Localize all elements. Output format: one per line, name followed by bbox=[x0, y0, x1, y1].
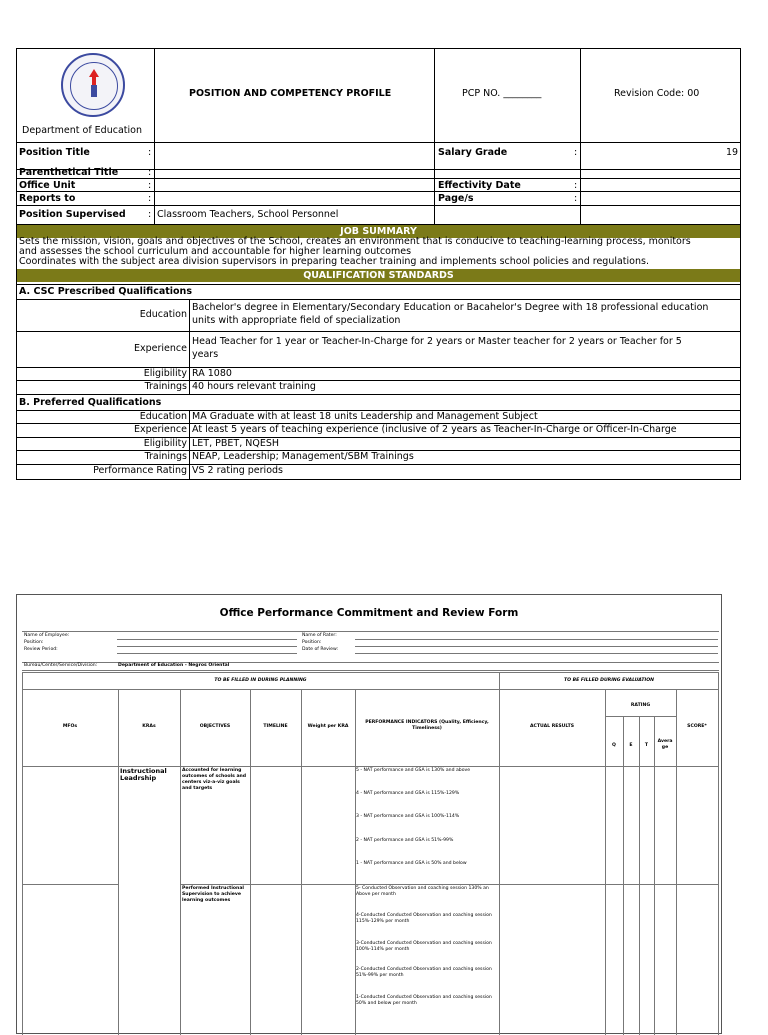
performance-rating-label: Performance Rating bbox=[93, 465, 187, 476]
deped-seal-logo bbox=[61, 53, 125, 117]
agency-name: Department of Education bbox=[22, 125, 142, 136]
colon: : bbox=[148, 209, 152, 220]
colon: : bbox=[574, 193, 578, 204]
employee-position-label: Position: bbox=[24, 640, 44, 645]
colon: : bbox=[574, 147, 578, 158]
indicator-row: 3-Conducted Conducted Observation and coaching session 100%-114% per month bbox=[356, 941, 492, 952]
csc-experience-value: years bbox=[192, 349, 219, 360]
indicator-row: 2-Conducted Conducted Observation and coaching session 51%-99% per month bbox=[356, 967, 492, 978]
preferred-experience-label: Experience bbox=[134, 424, 187, 435]
position-title-label: Position Title bbox=[19, 147, 90, 158]
kra-instructional-leadership: Instructional Leadrship bbox=[120, 767, 167, 782]
csc-trainings-label: Trainings bbox=[144, 381, 187, 392]
col-rating-e: E bbox=[629, 743, 633, 748]
preferred-trainings-label: Trainings bbox=[144, 451, 187, 462]
indicator-row: 2 - NAT performance and GSA is 51%-99% bbox=[356, 838, 454, 843]
preferred-trainings-value: NEAP, Leadership; Management/SBM Trainings bbox=[192, 451, 414, 462]
job-summary-line: and assesses the school curriculum and accountable for higher learning outcomes bbox=[19, 246, 412, 257]
indicator-row: 5 - NAT performance and GSA is 130% and above bbox=[356, 768, 471, 773]
preferred-eligibility-label: Eligibility bbox=[143, 438, 187, 449]
employee-name-label: Name of Employee: bbox=[24, 633, 70, 638]
colon: : bbox=[148, 147, 152, 158]
rater-position-label: Position: bbox=[302, 640, 322, 645]
col-performance-indicators: PERFORMANCE INDICATORS (Quality, Efficiency, Timeliness) bbox=[365, 720, 489, 731]
col-timeline: TIMELINE bbox=[263, 724, 288, 729]
position-supervised-value: Classroom Teachers, School Personnel bbox=[157, 209, 339, 220]
bureau-value: Department of Education - Negros Oriental bbox=[118, 663, 230, 668]
revision-code: Revision Code: 00 bbox=[614, 88, 700, 99]
salary-grade-value: 19 bbox=[726, 147, 739, 158]
col-score: SCORE* bbox=[687, 724, 707, 729]
parenthetical-title-label: Parenthetical Title bbox=[19, 167, 119, 178]
col-weight: Weight per KRA bbox=[307, 724, 349, 729]
reports-to-label: Reports to bbox=[19, 193, 76, 204]
csc-education-value: Bachelor's degree in Elementary/Secondary Education or Bacahelor's Degree with 18 professional education bbox=[192, 302, 709, 313]
col-objectives: OBJECTIVES bbox=[199, 724, 231, 729]
col-mfos: MFOs bbox=[62, 724, 78, 729]
indicator-row: 1-Conducted Conducted Observation and coaching session 50% and below per month bbox=[356, 995, 492, 1006]
position-supervised-label: Position Supervised bbox=[19, 209, 126, 220]
objective-instructional-supervision: Performed Instructional Supervision to achieve learning outcomes bbox=[182, 886, 244, 903]
csc-eligibility-value: RA 1080 bbox=[192, 368, 232, 379]
col-rating-t: T bbox=[644, 743, 649, 748]
pcp-number: PCP NO. ________ bbox=[462, 88, 542, 99]
csc-qualifications-heading: A. CSC Prescribed Qualifications bbox=[19, 286, 192, 297]
indicator-row: 5- Conducted Observation and coaching session 130% an Above per month bbox=[356, 886, 489, 897]
colon: : bbox=[148, 167, 152, 178]
csc-experience-value: Head Teacher for 1 year or Teacher-In-Charge for 2 years or Master teacher for 2 years or Teacher for 5 bbox=[192, 336, 682, 347]
csc-trainings-value: 40 hours relevant training bbox=[192, 381, 316, 392]
job-summary-heading: JOB SUMMARY bbox=[17, 225, 740, 238]
colon: : bbox=[148, 193, 152, 204]
col-rating-q: Q bbox=[612, 743, 616, 748]
csc-education-value: units with appropriate field of specialization bbox=[192, 315, 401, 326]
col-actual-results: ACTUAL RESULTS bbox=[529, 724, 575, 729]
salary-grade-label: Salary Grade bbox=[438, 147, 508, 158]
position-competency-profile-sheet bbox=[16, 48, 741, 480]
preferred-education-value: MA Graduate with at least 18 units Leadership and Management Subject bbox=[192, 411, 538, 422]
evaluation-heading: TO BE FILLED DURING EVALUATION bbox=[564, 678, 654, 683]
indicator-row: 1 - NAT performance and GSA is 50% and below bbox=[356, 861, 467, 866]
colon: : bbox=[148, 180, 152, 191]
col-kras: KRAs bbox=[142, 724, 156, 729]
preferred-qualifications-heading: B. Preferred Qualifications bbox=[19, 397, 162, 408]
pages-label: Page/s bbox=[438, 193, 474, 204]
planning-heading: TO BE FILLED IN DURING PLANNING bbox=[214, 678, 307, 683]
objective-learning-outcomes: Accounted for learning outcomes of schools and centers viz-a-viz goals and targets bbox=[182, 768, 247, 791]
form-title: Office Performance Commitment and Review Form bbox=[219, 607, 519, 619]
review-period-label: Review Period: bbox=[24, 647, 58, 652]
col-rating-average: Average bbox=[657, 739, 673, 750]
review-date-label: Date of Review: bbox=[302, 647, 339, 652]
performance-rating-value: VS 2 rating periods bbox=[192, 465, 283, 476]
colon: : bbox=[574, 180, 578, 191]
job-summary-line: Coordinates with the subject area division supervisors in preparing teacher training and implements school policies and regulations. bbox=[19, 256, 649, 267]
csc-education-label: Education bbox=[139, 309, 187, 320]
csc-eligibility-label: Eligibility bbox=[143, 368, 187, 379]
indicator-row: 4-Conducted Conducted Observation and coaching session 115%-129% per month bbox=[356, 913, 492, 924]
csc-experience-label: Experience bbox=[134, 343, 187, 354]
performance-commitment-form bbox=[16, 594, 722, 1034]
office-unit-label: Office Unit bbox=[19, 180, 76, 191]
job-summary-line: Sets the mission, vision, goals and objectives of the School, creates an environment that is conducive to teaching-learning process, monitors bbox=[19, 236, 691, 247]
indicator-row: 4 - NAT performance and GSA is 115%-129% bbox=[356, 791, 460, 796]
preferred-experience-value: At least 5 years of teaching experience (inclusive of 2 years as Teacher-In-Charge or Officer-In-Charge bbox=[192, 424, 677, 435]
preferred-eligibility-value: LET, PBET, NQESH bbox=[192, 438, 279, 449]
preferred-education-label: Education bbox=[139, 411, 187, 422]
document-title: POSITION AND COMPETENCY PROFILE bbox=[189, 88, 392, 99]
bureau-label: Bureau/Center/Service/Division: bbox=[24, 663, 98, 668]
indicator-row: 3 - NAT performance and GSA is 100%-114% bbox=[356, 814, 460, 819]
col-rating: RATING bbox=[630, 703, 651, 708]
rater-name-label: Name of Rater: bbox=[302, 633, 337, 638]
effectivity-date-label: Effectivity Date bbox=[438, 180, 521, 191]
qualification-standards-heading: QUALIFICATION STANDARDS bbox=[17, 269, 740, 282]
